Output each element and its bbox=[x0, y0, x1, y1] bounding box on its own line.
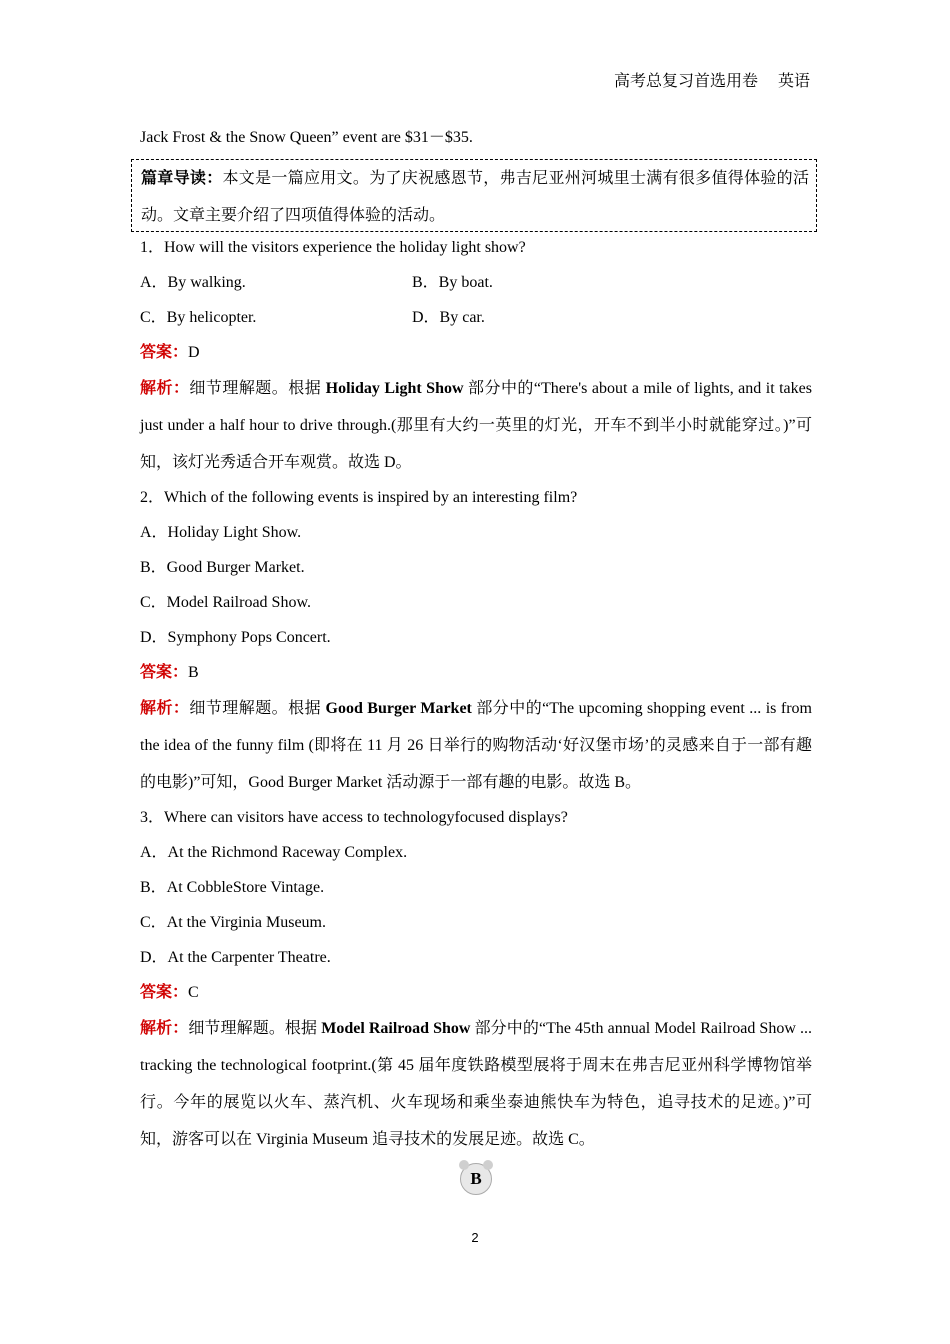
answer-label: 答案： bbox=[140, 664, 189, 681]
explanation-keyword: Holiday Light Show bbox=[325, 380, 464, 397]
reading-guide-box bbox=[131, 159, 817, 232]
q3-option-b: B．At CobbleStore Vintage. bbox=[140, 879, 325, 896]
guide-label: 篇章导读： bbox=[141, 170, 223, 187]
page-header bbox=[614, 68, 810, 91]
explanation-keyword: Model Railroad Show bbox=[321, 1020, 471, 1037]
q2-explanation bbox=[140, 690, 812, 801]
answer-value: C bbox=[188, 984, 199, 1001]
q3-option-a: A．At the Richmond Raceway Complex. bbox=[140, 844, 408, 861]
guide-text: 本文是一篇应用文。为了庆祝感恩节，弗吉尼亚州河城里士满有很多值得体验的活动。文章主要介绍了四项值得体验的活动。 bbox=[141, 170, 809, 224]
explanation-keyword: Good Burger Market bbox=[325, 700, 472, 717]
explanation-label: 解析： bbox=[140, 380, 190, 397]
explanation-label: 解析： bbox=[140, 1020, 189, 1037]
explanation-text: 细节理解题。根据 bbox=[189, 700, 326, 717]
q1-explanation bbox=[140, 370, 812, 481]
q2-option-c: C．Model Railroad Show. bbox=[140, 594, 311, 611]
q3-explanation bbox=[140, 1010, 812, 1158]
q1-answer bbox=[140, 342, 200, 364]
q3-stem: 3．Where can visitors have access to technologyfocused displays? bbox=[140, 809, 568, 826]
page-number: 2 bbox=[471, 1230, 479, 1245]
header-subject: 英语 bbox=[777, 73, 810, 90]
bear-logo-icon bbox=[460, 1163, 492, 1195]
q2-option-d: D．Symphony Pops Concert. bbox=[140, 629, 331, 646]
explanation-text: 细节理解题。根据 bbox=[189, 380, 326, 397]
q2-option-a: A．Holiday Light Show. bbox=[140, 524, 302, 541]
explanation-text: 部分中的“There's about a mile of lights, and it takes just under a half hour to drive through.(那里有大约一英里的灯光，开车不到半小时就能穿过。)”可知，该灯光秀适合开车观赏。故选 D。 bbox=[140, 380, 812, 471]
explanation-text: 部分中的“The 45th annual Model Railroad Show ... tracking the technological footprint.(第 45 届年度铁路模型展将于周末在弗吉尼亚州科学博物馆举行。今年的展览以火车、蒸汽机、火车现场和乘坐泰迪熊快车为特色，追寻技术的足迹。)”可知，游客可以在 Virginia Museum 追寻技术的发展足迹。故选 C。 bbox=[140, 1020, 812, 1148]
explanation-label: 解析： bbox=[140, 700, 190, 717]
q2-option-b: B．Good Burger Market. bbox=[140, 559, 305, 576]
answer-value: B bbox=[188, 664, 199, 681]
q3-answer bbox=[140, 982, 199, 1004]
q1-option-d: D．By car. bbox=[412, 309, 485, 326]
q1-stem: 1．How will the visitors experience the holiday light show? bbox=[140, 239, 526, 256]
logo-letter: B bbox=[470, 1169, 482, 1188]
q3-option-c: C．At the Virginia Museum. bbox=[140, 914, 327, 931]
q1-option-a: A．By walking. bbox=[140, 274, 246, 291]
header-title: 高考总复习首选用卷 bbox=[613, 73, 758, 90]
explanation-text: 部分中的“The upcoming shopping event ... is from the idea of the funny film (即将在 11 月 26 日举行的购物活动‘好汉堡市场’的灵感来自于一部有趣的电影)”可知，Good Burger Market 活动源于一部有趣的电影。故选 B。 bbox=[140, 700, 812, 791]
answer-label: 答案： bbox=[140, 984, 189, 1001]
answer-value: D bbox=[188, 344, 200, 361]
q3-option-d: D．At the Carpenter Theatre. bbox=[140, 949, 331, 966]
top-line: Jack Frost & the Snow Queen” event are $31－$35. bbox=[140, 129, 473, 146]
explanation-text: 细节理解题。根据 bbox=[188, 1020, 322, 1037]
q1-option-b: B．By boat. bbox=[412, 274, 493, 291]
q1-option-c: C．By helicopter. bbox=[140, 309, 257, 326]
q2-answer bbox=[140, 662, 199, 684]
answer-label: 答案： bbox=[140, 344, 189, 361]
q2-stem: 2．Which of the following events is inspired by an interesting film? bbox=[140, 489, 578, 506]
